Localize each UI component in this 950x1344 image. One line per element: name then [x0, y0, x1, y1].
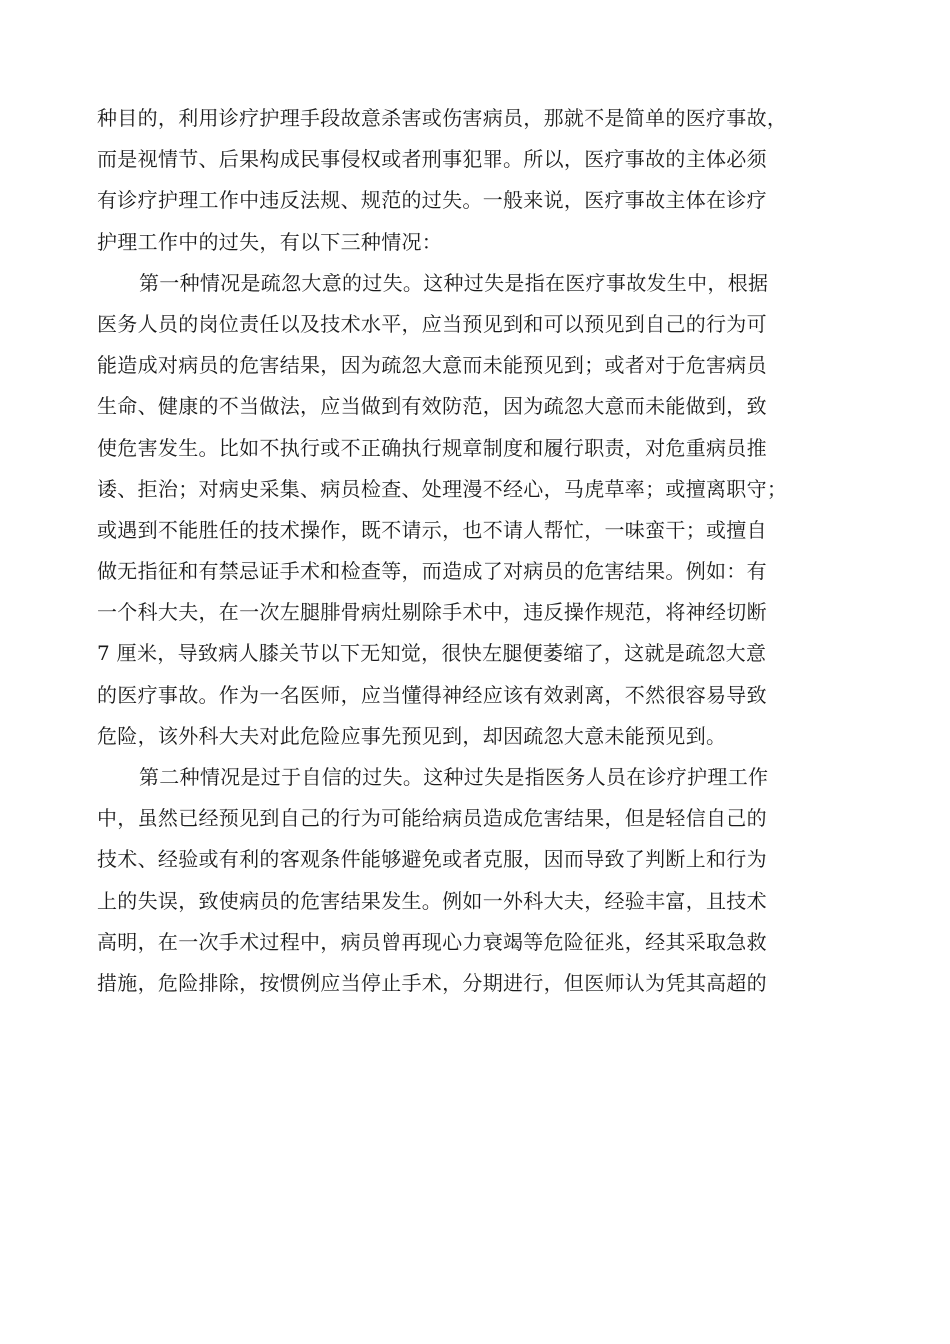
text-line: 上的失误，致使病员的危害结果发生。例如一外科大夫，经验丰富，且技术: [97, 888, 767, 913]
text-line: 种目的，利用诊疗护理手段故意杀害或伤害病员，那就不是简单的医疗事故，: [97, 106, 788, 130]
paragraph: [97, 98, 857, 263]
document-body: [97, 98, 857, 1004]
text-line: 第一种情况是疏忽大意的过失。这种过失是指在医疗事故发生中，根据: [139, 270, 769, 295]
text-line: 一个科大夫，在一次左腿腓骨病灶剔除手术中，违反操作规范，将神经切断: [97, 600, 767, 625]
text-line: 或遇到不能胜任的技术操作，既不请示，也不请人帮忙，一味蛮干；或擅自: [97, 517, 767, 542]
text-line: 使危害发生。比如不执行或不正确执行规章制度和履行职责，对危重病员推: [97, 435, 767, 460]
text-line: 医务人员的岗位责任以及技术水平，应当预见到和可以预见到自己的行为可: [97, 311, 767, 336]
text-line: 措施，危险排除，按惯例应当停止手术，分期进行，但医师认为凭其高超的: [97, 970, 767, 995]
text-line: 第二种情况是过于自信的过失。这种过失是指医务人员在诊疗护理工作: [139, 765, 769, 789]
text-line: 能造成对病员的危害结果，因为疏忽大意而未能预见到；或者对于危害病员: [97, 353, 767, 378]
text-line: 做无指征和有禁忌证手术和检查等，而造成了对病员的危害结果。例如：有: [97, 559, 767, 584]
text-line: 高明，在一次手术过程中，病员曾再现心力衰竭等危险征兆，经其采取急救: [97, 929, 767, 954]
text-line: 护理工作中的过失，有以下三种情况：: [97, 229, 443, 254]
text-line: 而是视情节、后果构成民事侵权或者刑事犯罪。所以，医疗事故的主体必须: [97, 147, 767, 172]
text-line: 生命、健康的不当做法，应当做到有效防范，因为疏忽大意而未能做到，致: [97, 394, 767, 419]
text-line: 有诊疗护理工作中违反法规、规范的过失。一般来说，医疗事故主体在诊疗: [97, 188, 767, 213]
paragraph: [97, 757, 857, 1004]
text-line: 中，虽然已经预见到自己的行为可能给病员造成危害结果，但是轻信自己的: [97, 806, 767, 831]
text-line: 技术、经验或有利的客观条件能够避免或者克服，因而导致了判断上和行为: [97, 847, 767, 872]
text-line: 的医疗事故。作为一名医师，应当懂得神经应该有效剥离，不然很容易导致: [97, 682, 767, 707]
text-line: 诿、拒治；对病史采集、病员检查、处理漫不经心，马虎草率；或擅离职守；: [97, 476, 788, 501]
text-line: 7 厘米，导致病人膝关节以下无知觉，很快左腿便萎缩了，这就是疏忽大意: [97, 641, 767, 666]
text-line: 危险，该外科大夫对此危险应事先预见到，却因疏忽大意未能预见到。: [97, 723, 727, 748]
paragraph: [97, 263, 857, 757]
